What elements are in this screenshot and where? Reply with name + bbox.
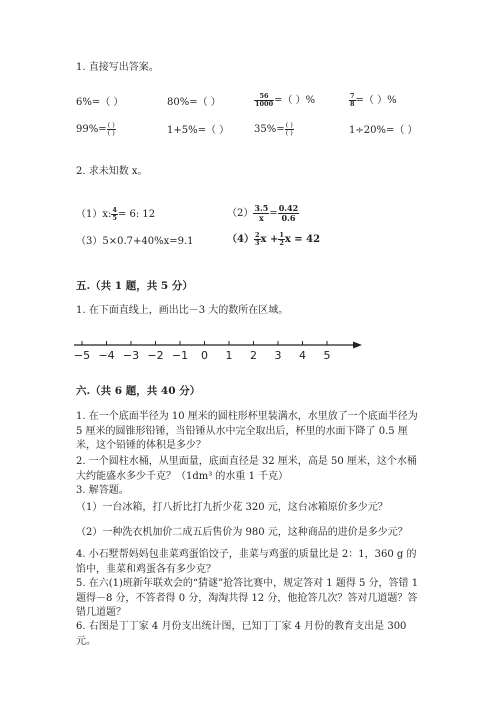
- number-line-label: 5: [323, 349, 331, 362]
- section-5-title: 五.（共 1 题，共 5 分）: [76, 280, 193, 292]
- q2-equation-1: （1）x: $\frac{4}{5}$ = 6: 12: [76, 206, 156, 222]
- number-line-label: −2: [147, 349, 164, 362]
- section-6-problem-3-part-1: （1）一台冰箱，打八折比打九折少花 320 元，这台冰箱原价多少元？: [76, 502, 388, 513]
- fraction-0.42-0.6: $\frac{0.42}{0.6}$: [278, 203, 299, 223]
- q1-item-1-plus-5-percent: 1+5%=（ ）: [167, 125, 230, 136]
- q1-item-35-percent: 35%= $\frac{( )}{( )}$: [254, 121, 293, 137]
- fraction-7-8: $\frac{7}{8}$: [350, 92, 355, 108]
- number-line-label: −1: [171, 349, 189, 362]
- section-6-problem-6: 6. 右图是丁丁家 4 月份支出统计图，已知丁丁家 4 月份的教育支出是 300 元。: [76, 621, 407, 647]
- fraction-3.5-x: $\frac{3.5}{x}$: [254, 203, 269, 223]
- fraction-56-1000: $\frac{56}{1000}$: [255, 92, 274, 108]
- fraction-2-3: $\frac{2}{3}$: [254, 231, 260, 247]
- section-6-problem-1: 1. 在一个底面半径为 10 厘米的圆柱形杯里装满水，水里放了一个底面半径为 5 厘米的圆锥形铅锤，当铅锤从水中完全取出后，杯里的水面下降了 0.5 厘米，这个铅锤的体积是多少？: [76, 411, 418, 451]
- q2-equation-2: （2） $\frac{3.5}{x}$ = $\frac{0.42}{0.6}$: [227, 203, 299, 223]
- q2-heading: 2. 求未知数 x。: [76, 166, 148, 177]
- section-5-question-1: 1. 在下面直线上，画出比－3 大的数所在区域。: [76, 305, 289, 316]
- number-line-label: 1: [225, 349, 233, 362]
- section-6-problem-5: 5. 在六(1)班新年联欢会的“猜谜”抢答比赛中，规定答对 1 题得 5 分，答错 1 题得－8 分，不答者得 0 分，淘淘共得 12 分，他抢答几次？答对几道题？答错几道题？: [76, 578, 419, 618]
- fraction-4-5: $\frac{4}{5}$: [112, 206, 117, 222]
- q2-equation-4: （4） $\frac{2}{3}$ x + $\frac{1}{2}$ x = 42: [227, 231, 321, 247]
- number-line-label: 3: [274, 349, 282, 362]
- number-line-label: −3: [122, 349, 140, 362]
- q1-heading: 1. 直接写出答案。: [76, 62, 159, 73]
- section-6-title: 六.（共 6 题，共 40 分）: [76, 385, 201, 397]
- fraction-1-2: $\frac{1}{2}$: [279, 231, 284, 247]
- section-6-problem-3: 3. 解答题。: [76, 485, 129, 496]
- q2-equation-3: （3）5×0.7+40%x=9.1: [76, 236, 194, 247]
- section-6-problem-3-part-2: （2）一种洗衣机加价二成五后售价为 980 元，这种商品的进价是多少元？: [76, 527, 408, 538]
- blank-fraction: $\frac{( )}{( )}$: [285, 121, 293, 137]
- number-line-label: −5: [73, 349, 91, 362]
- q1-item-1-div-20-percent: 1÷20%=（ ）: [349, 125, 418, 136]
- number-line: [72, 335, 367, 365]
- number-line-label: 0: [201, 349, 208, 362]
- blank-fraction: $\frac{( )}{( )}$: [107, 121, 115, 137]
- q1-item-99-percent: 99%= $\frac{( )}{( )}$: [76, 121, 115, 137]
- q1-item-80-percent: 80%=（ ）: [167, 97, 221, 108]
- number-line-label: −4: [98, 349, 115, 362]
- number-line-label: 4: [299, 349, 306, 362]
- section-6-problem-2: 2. 一个圆柱水桶，从里面量，底面直径是 32 厘米，高是 50 厘米，这个水桶大约能盛水多少千克？（1dm³ 的水重 1 千克）: [76, 456, 417, 482]
- number-line-label: 2: [250, 349, 257, 362]
- section-6-problem-4: 4. 小石墅帮妈妈包韭菜鸡蛋馅饺子，韭菜与鸡蛋的质量比是 2：1，360 g 的馅中，韭菜和鸡蛋各有多少克？: [76, 549, 417, 575]
- q1-item-6-percent: 6%=（ ）: [76, 97, 124, 108]
- number-line-arrow: [353, 342, 362, 349]
- q1-item-7-over-8: $\frac{7}{8}$ =（ ）%: [350, 92, 397, 108]
- q1-item-56-over-1000: $\frac{56}{1000}$ =（ ）%: [255, 92, 316, 108]
